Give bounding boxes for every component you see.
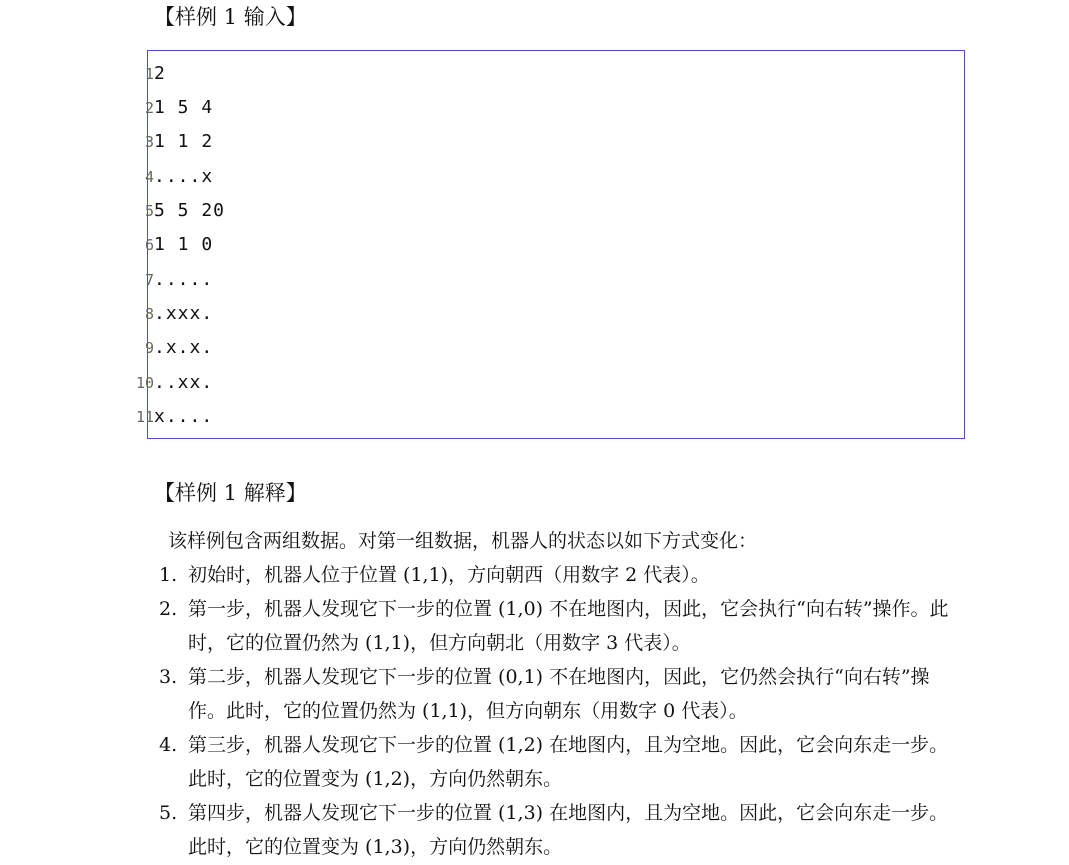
explanation-step: [150, 558, 958, 592]
step-text: 第一步，机器人发现它下一步的位置 (1,0) 不在地图内，因此，它会执行“向右转”操作。此时，它的位置仍然为 (1,1)，但方向朝北（用数字 3 代表）。: [188, 598, 949, 654]
line-text: x....: [154, 406, 214, 427]
line-number: 7: [144, 271, 154, 289]
line-text: 1 1 0: [154, 234, 214, 255]
step-number: 5.: [159, 802, 178, 824]
explanation-step: [150, 728, 958, 796]
step-number: 4.: [159, 734, 178, 756]
line-number: 4: [144, 168, 154, 186]
explanation-intro: 该样例包含两组数据。对第一组数据，机器人的状态以如下方式变化：: [168, 530, 758, 552]
sample-input-code-block: [135, 50, 965, 439]
explanation-step: [150, 660, 958, 728]
line-text: 1 1 2: [154, 131, 214, 152]
step-text: 第二步，机器人发现它下一步的位置 (0,1) 不在地图内，因此，它仍然会执行“向右转”操作。此时，它的位置仍然为 (1,1)，但方向朝东（用数字 0 代表）。: [188, 666, 930, 722]
sample-input-heading: 【样例 1 输入】: [154, 5, 307, 29]
step-number: 1.: [159, 564, 178, 586]
step-number: 3.: [159, 666, 178, 688]
line-number: 3: [144, 133, 154, 151]
line-text: .xxx.: [154, 303, 214, 324]
line-number: 6: [144, 236, 154, 254]
line-text: .x.x.: [154, 337, 214, 358]
sample-explanation-heading: 【样例 1 解释】: [154, 481, 307, 505]
line-number: 10: [135, 374, 154, 392]
line-number: 5: [144, 202, 154, 220]
step-text: 初始时，机器人位于位置 (1,1)，方向朝西（用数字 2 代表）。: [188, 564, 710, 586]
step-text: 第三步，机器人发现它下一步的位置 (1,2) 在地图内，且为空地。因此，它会向东走一步。此时，它的位置变为 (1,2)，方向仍然朝东。: [188, 734, 949, 790]
explanation-step: [150, 592, 958, 660]
line-text: .....: [154, 269, 214, 290]
line-number: 8: [144, 305, 154, 323]
line-number: 1: [144, 65, 154, 83]
line-text: ..xx.: [154, 372, 214, 393]
step-text: 第四步，机器人发现它下一步的位置 (1,3) 在地图内，且为空地。因此，它会向东走一步。此时，它的位置变为 (1,3)，方向仍然朝东。: [188, 802, 949, 858]
line-text: ....x: [154, 166, 214, 187]
line-text: 2: [154, 63, 166, 84]
sample-explanation: [150, 524, 970, 864]
line-text: 5 5 20: [154, 200, 226, 221]
line-number: 9: [144, 339, 154, 357]
line-number: 11: [135, 408, 154, 426]
line-text: 1 5 4: [154, 97, 214, 118]
step-number: 2.: [159, 598, 178, 620]
line-number: 2: [144, 99, 154, 117]
explanation-step: [150, 796, 958, 864]
